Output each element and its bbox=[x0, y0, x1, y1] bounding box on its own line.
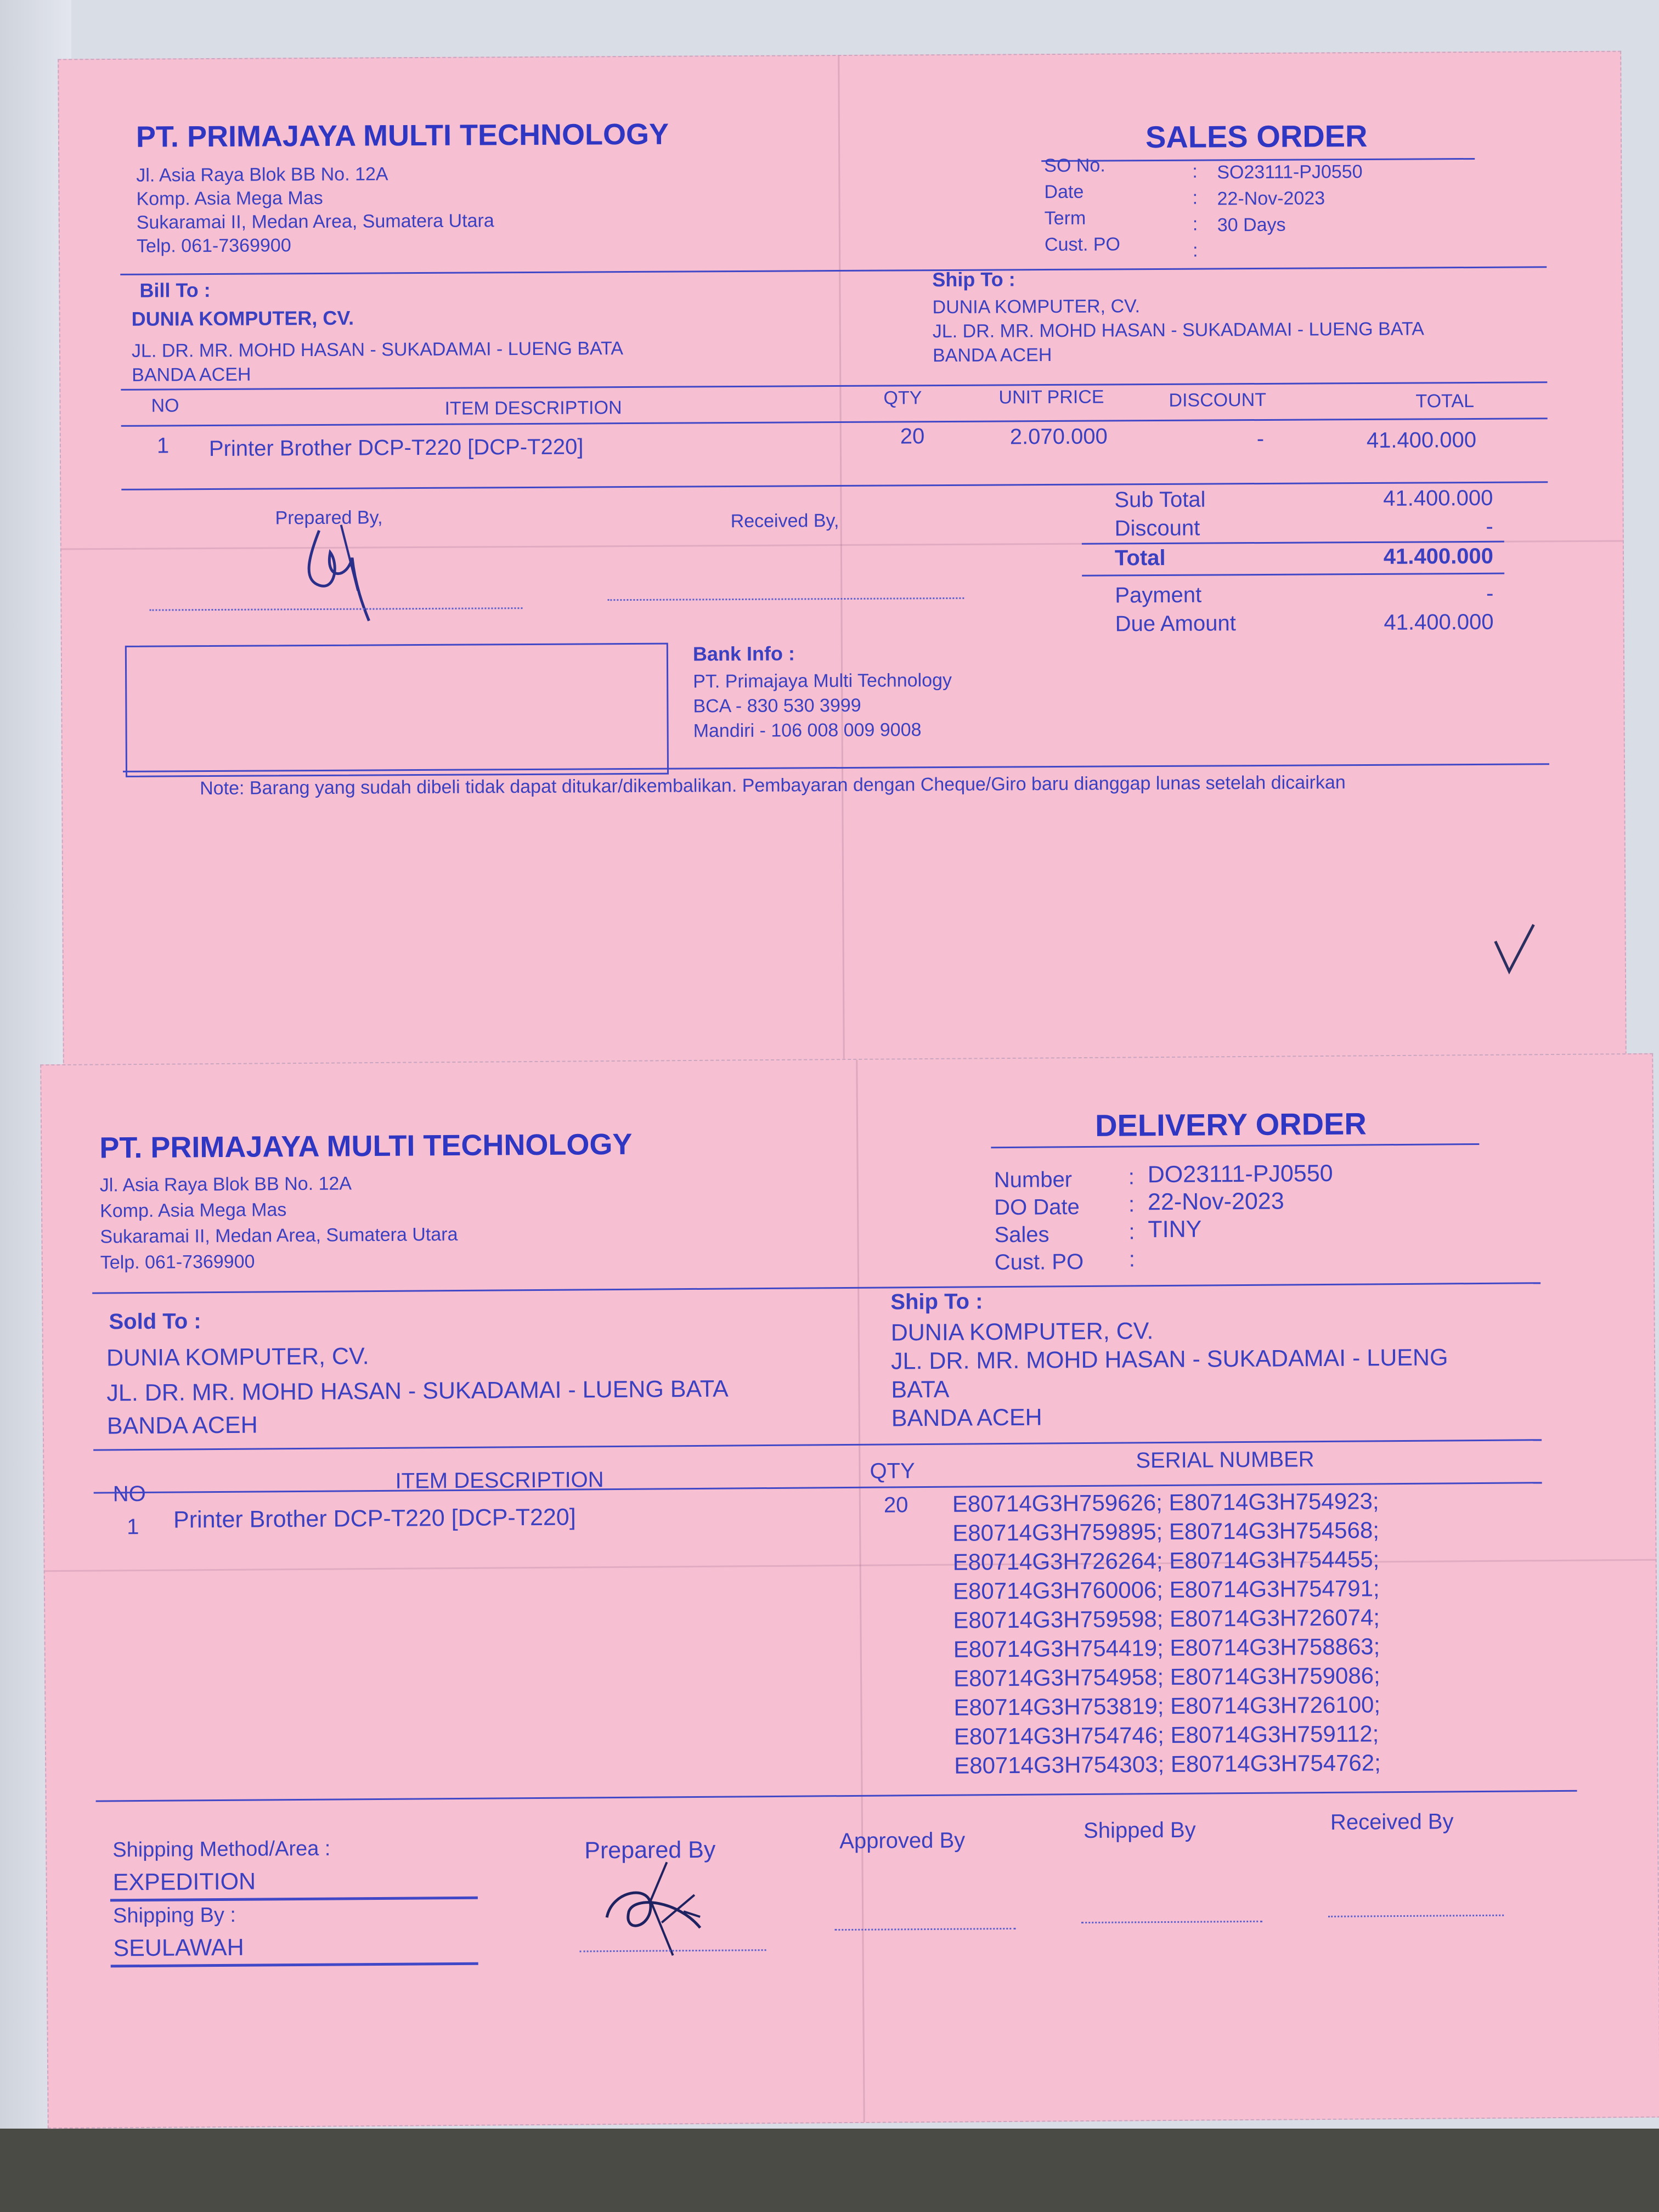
shipping-by-rule bbox=[111, 1962, 478, 1968]
serial-number-row: E80714G3H759626; E80714G3H754923; bbox=[952, 1488, 1379, 1517]
item-qty: 20 bbox=[883, 1493, 909, 1517]
shipping-by-label: Shipping By : bbox=[112, 1903, 236, 1928]
divider bbox=[92, 1282, 1541, 1294]
meta-separator: : bbox=[1128, 1192, 1135, 1217]
col-no: NO bbox=[151, 395, 179, 416]
shipping-method-rule bbox=[110, 1897, 478, 1902]
prepared-by-label: Prepared By bbox=[584, 1836, 716, 1864]
serial-number-row: E80714G3H760006; E80714G3H754791; bbox=[952, 1575, 1380, 1604]
address-line: Telp. 061-7369900 bbox=[100, 1251, 255, 1273]
meta-separator: : bbox=[1128, 1247, 1136, 1272]
serial-number-row: E80714G3H759895; E80714G3H754568; bbox=[952, 1517, 1380, 1546]
bill-to-name: DUNIA KOMPUTER, CV. bbox=[131, 306, 354, 330]
meta-separator: : bbox=[1192, 187, 1198, 208]
address-line: Sukaramai II, Medan Area, Sumatera Utara bbox=[100, 1223, 458, 1248]
address-line: Jl. Asia Raya Blok BB No. 12A bbox=[136, 163, 388, 186]
col-qty: QTY bbox=[883, 387, 922, 409]
ship-to-city: BANDA ACEH bbox=[891, 1404, 1042, 1432]
due-amount-label: Due Amount bbox=[1115, 611, 1236, 636]
meta-label: DO Date bbox=[994, 1195, 1080, 1220]
table-bottom-rule bbox=[96, 1790, 1577, 1802]
shipping-by-value: SEULAWAH bbox=[113, 1934, 244, 1962]
document-title: DELIVERY ORDER bbox=[1094, 1106, 1367, 1143]
ship-to-address: JL. DR. MR. MOHD HASAN - SUKADAMAI - LUENG BATA bbox=[932, 318, 1424, 342]
so-meta-values bbox=[1217, 159, 1363, 264]
table-top-rule bbox=[93, 1439, 1542, 1451]
meta-label: Sales bbox=[994, 1222, 1049, 1248]
serial-number-row: E80714G3H754303; E80714G3H754762; bbox=[954, 1750, 1381, 1779]
received-by-label: Received By, bbox=[730, 510, 839, 532]
divider bbox=[120, 266, 1547, 275]
prepared-by-signature bbox=[590, 1851, 733, 1962]
do-number: DO23111-PJ0550 bbox=[1147, 1160, 1333, 1188]
col-total: TOTAL bbox=[1415, 390, 1475, 412]
approved-by-label: Approved By bbox=[839, 1828, 966, 1854]
address-line: Jl. Asia Raya Blok BB No. 12A bbox=[99, 1173, 352, 1196]
ship-to-name: DUNIA KOMPUTER, CV. bbox=[890, 1318, 1154, 1346]
ship-to-name: DUNIA KOMPUTER, CV. bbox=[932, 296, 1141, 318]
table-edge bbox=[0, 2129, 1659, 2212]
meta-label: Cust. PO bbox=[994, 1250, 1084, 1275]
col-unit-price: UNIT PRICE bbox=[998, 386, 1104, 408]
bank-mandiri: Mandiri - 106 008 009 9008 bbox=[693, 719, 922, 742]
bill-to-label: Bill To : bbox=[139, 279, 211, 302]
prepared-by-signature bbox=[286, 514, 397, 624]
meta-separator: : bbox=[1192, 213, 1198, 235]
sold-to-address: JL. DR. MR. MOHD HASAN - SUKADAMAI - LUENG BATA bbox=[106, 1375, 729, 1407]
document-title: SALES ORDER bbox=[1145, 118, 1368, 155]
bill-to-city: BANDA ACEH bbox=[132, 364, 251, 386]
col-item-description: ITEM DESCRIPTION bbox=[444, 397, 622, 419]
item-no: 1 bbox=[126, 1515, 139, 1539]
ship-to-city: BANDA ACEH bbox=[932, 344, 1052, 366]
serial-number-row: E80714G3H726264; E80714G3H754455; bbox=[952, 1546, 1380, 1575]
serial-number-row: E80714G3H754746; E80714G3H759112; bbox=[953, 1720, 1379, 1750]
paper-fold bbox=[45, 1559, 1656, 1572]
sold-to-name: DUNIA KOMPUTER, CV. bbox=[106, 1343, 369, 1372]
received-by-line bbox=[1328, 1915, 1504, 1917]
do-sales: TINY bbox=[1148, 1216, 1202, 1243]
so-meta-separators bbox=[1192, 159, 1198, 264]
sold-to-city: BANDA ACEH bbox=[106, 1412, 258, 1440]
payment-value: - bbox=[1486, 581, 1494, 606]
paper-fold bbox=[856, 1060, 865, 2122]
meta-label: Date bbox=[1044, 181, 1084, 203]
company-name: PT. PRIMAJAYA MULTI TECHNOLOGY bbox=[99, 1127, 633, 1165]
col-no: NO bbox=[112, 1481, 146, 1506]
meta-separator: : bbox=[1192, 161, 1198, 182]
do-date: 22-Nov-2023 bbox=[1147, 1188, 1284, 1216]
total-bottom-rule bbox=[1082, 573, 1504, 577]
table-bottom-rule bbox=[121, 481, 1548, 490]
item-qty: 20 bbox=[900, 424, 925, 449]
item-description: Printer Brother DCP-T220 [DCP-T220] bbox=[173, 1504, 576, 1533]
meta-label: Number bbox=[994, 1167, 1073, 1193]
so-number: SO23111-PJ0550 bbox=[1217, 161, 1363, 183]
do-meta-labels bbox=[994, 1166, 1084, 1276]
stamp-box bbox=[125, 643, 669, 777]
item-description: Printer Brother DCP-T220 [DCP-T220] bbox=[208, 435, 584, 461]
address-line: Komp. Asia Mega Mas bbox=[99, 1199, 287, 1222]
meta-label: SO No. bbox=[1044, 155, 1105, 177]
serial-number-row: E80714G3H759598; E80714G3H726074; bbox=[953, 1604, 1380, 1633]
col-qty: QTY bbox=[870, 1459, 915, 1483]
ship-to-address: JL. DR. MR. MOHD HASAN - SUKADAMAI - LUENG bbox=[890, 1344, 1448, 1375]
so-meta-labels bbox=[1044, 152, 1120, 258]
meta-separator: : bbox=[1128, 1220, 1135, 1244]
col-serial-number: SERIAL NUMBER bbox=[1136, 1447, 1314, 1473]
table-header-rule bbox=[121, 417, 1548, 427]
shipping-method-label: Shipping Method/Area : bbox=[112, 1837, 331, 1862]
shipped-by-label: Shipped By bbox=[1083, 1818, 1196, 1843]
item-discount: - bbox=[1256, 426, 1265, 452]
note-text: Note: Barang yang sudah dibeli tidak dapat ditukar/dikembalikan. Pembayaran dengan Cheque/Giro baru dianggap lunas setelah dicairkan bbox=[200, 772, 1346, 799]
check-mark-icon bbox=[1489, 919, 1539, 979]
serial-number-row: E80714G3H753819; E80714G3H726100; bbox=[953, 1691, 1381, 1720]
sold-to-label: Sold To : bbox=[109, 1309, 201, 1334]
due-amount-value: 41.400.000 bbox=[1384, 610, 1494, 635]
ship-to-label: Ship To : bbox=[890, 1289, 983, 1314]
do-meta-values bbox=[1148, 1160, 1334, 1271]
address-line: Komp. Asia Mega Mas bbox=[136, 187, 323, 210]
ship-to-label: Ship To : bbox=[932, 268, 1015, 291]
total-value: 41.400.000 bbox=[1383, 544, 1494, 569]
discount-value: - bbox=[1486, 514, 1493, 539]
so-date: 22-Nov-2023 bbox=[1217, 188, 1325, 210]
received-by-label: Received By bbox=[1330, 1809, 1454, 1835]
do-meta-separators bbox=[1128, 1163, 1136, 1273]
serial-number-list bbox=[952, 1486, 1381, 1780]
address-line: Telp. 061-7369900 bbox=[136, 235, 291, 257]
item-unit-price: 2.070.000 bbox=[1009, 424, 1108, 449]
title-underline bbox=[991, 1143, 1479, 1148]
col-discount: DISCOUNT bbox=[1169, 389, 1267, 411]
sales-order-sheet bbox=[58, 51, 1627, 1069]
bill-to-address: JL. DR. MR. MOHD HASAN - SUKADAMAI - LUENG BATA bbox=[131, 338, 624, 362]
so-cust-po bbox=[1217, 238, 1363, 264]
subtotal-label: Sub Total bbox=[1114, 487, 1206, 512]
paper-fold bbox=[838, 56, 845, 1063]
so-term: 30 Days bbox=[1217, 214, 1286, 236]
subtotal-value: 41.400.000 bbox=[1383, 486, 1493, 511]
shipped-by-line bbox=[1081, 1921, 1262, 1923]
meta-label: Term bbox=[1044, 207, 1086, 229]
received-by-line bbox=[607, 597, 964, 601]
total-label: Total bbox=[1114, 545, 1166, 571]
meta-separator: : bbox=[1128, 1165, 1135, 1189]
serial-number-row: E80714G3H754958; E80714G3H759086; bbox=[953, 1662, 1380, 1691]
bank-info-label: Bank Info : bbox=[692, 642, 795, 665]
company-address bbox=[100, 1170, 458, 1276]
item-no: 1 bbox=[156, 433, 170, 458]
do-cust-po bbox=[1148, 1242, 1334, 1271]
ship-to-address-cont: BATA bbox=[891, 1376, 950, 1403]
bank-account-name: PT. Primajaya Multi Technology bbox=[693, 669, 952, 692]
col-item-description: ITEM DESCRIPTION bbox=[395, 1468, 604, 1493]
item-total: 41.400.000 bbox=[1366, 427, 1477, 453]
address-line: Sukaramai II, Medan Area, Sumatera Utara bbox=[136, 210, 494, 233]
company-name: PT. PRIMAJAYA MULTI TECHNOLOGY bbox=[136, 117, 669, 154]
bank-bca: BCA - 830 530 3999 bbox=[693, 695, 861, 717]
delivery-order-sheet bbox=[40, 1053, 1659, 2129]
discount-label: Discount bbox=[1114, 516, 1200, 541]
serial-number-row: E80714G3H754419; E80714G3H758863; bbox=[953, 1633, 1380, 1662]
shipping-method-value: EXPEDITION bbox=[112, 1868, 256, 1896]
meta-separator: : bbox=[1192, 240, 1198, 261]
company-address bbox=[136, 162, 494, 258]
table-top-rule bbox=[121, 381, 1547, 391]
prepared-by-label: Prepared By, bbox=[275, 507, 383, 529]
payment-label: Payment bbox=[1115, 583, 1202, 608]
meta-label: Cust. PO bbox=[1044, 234, 1121, 256]
